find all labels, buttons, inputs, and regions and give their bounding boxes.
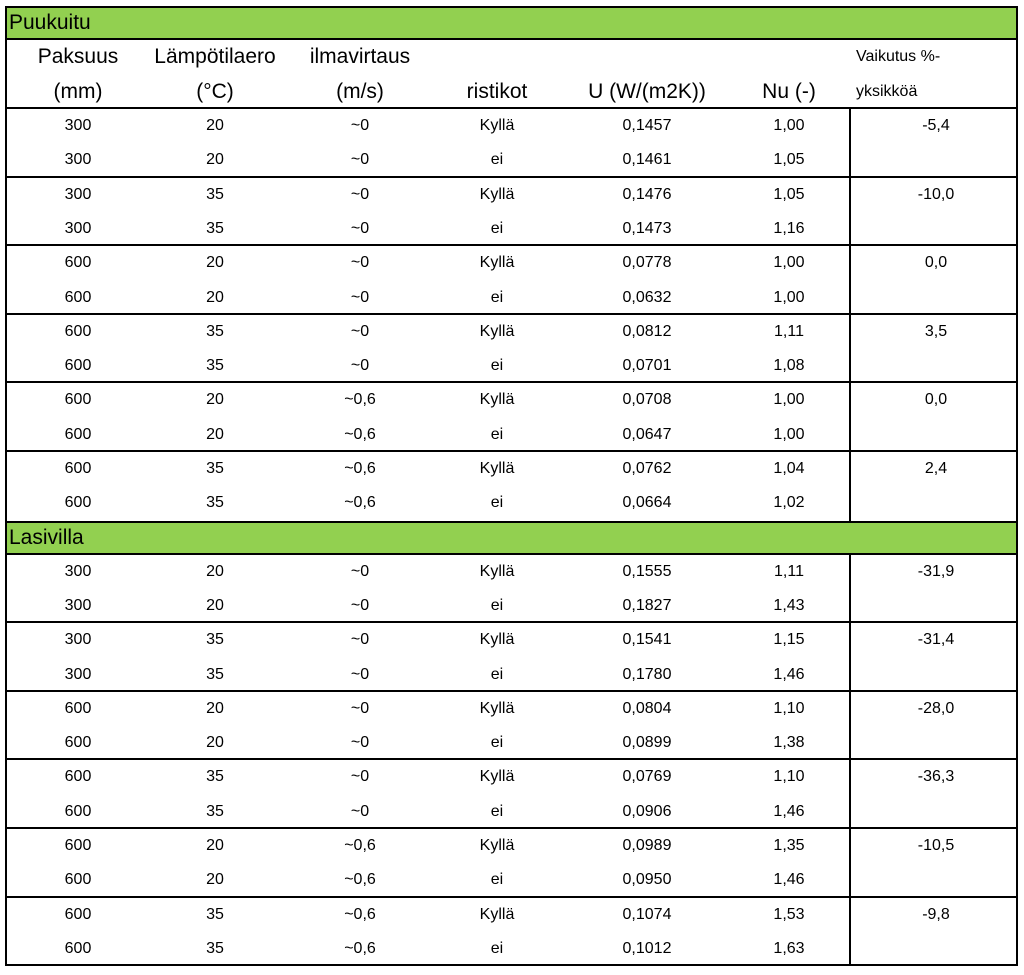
table-cell: 1,63 [773,939,805,957]
table-cell: 0,1476 [622,185,672,203]
column-header-vaikutus: Vaikutus %- [856,48,941,65]
table-cell: 0,1461 [622,151,672,169]
table-cell: 1,53 [773,905,805,923]
table-cell: ~0 [350,322,370,340]
table-cell: ~0 [350,117,370,134]
table-cell: 1,00 [773,254,805,272]
table-cell: 600 [64,734,92,752]
table-cell: 35 [206,219,224,237]
column-header-u: U (W/(m2K)) [588,79,706,103]
table-cell: 600 [64,699,92,717]
table-cell: 1,10 [773,768,805,786]
column-divider [849,555,851,624]
column-divider [849,178,851,247]
table-cell: 35 [206,665,224,683]
table-cell: Kyllä [479,631,515,649]
table-cell: ei [490,802,504,820]
table-cell: 1,46 [773,871,805,889]
effect-value: 0,0 [924,254,948,272]
table-cell: ~0 [350,357,370,375]
table-cell: ~0 [350,734,370,752]
effect-value: -5,4 [922,117,950,134]
table-cell: 0,1827 [622,596,672,614]
column-header-paksuus: Paksuus [37,45,119,68]
table-cell: 35 [206,631,224,649]
column-divider [849,452,851,521]
column-header-ilmavirtaus: ilmavirtaus [309,45,411,68]
column-divider [849,898,851,967]
table-cell: Kyllä [479,768,515,786]
table-cell: 0,0701 [622,357,672,375]
table-cell: Kyllä [479,391,515,409]
table-cell: ei [490,734,504,752]
table-cell: 20 [206,837,224,854]
table-cell: 0,0989 [622,837,672,854]
effect-value: -9,8 [922,905,950,923]
table-cell: 600 [64,288,92,306]
table-cell: 600 [64,254,92,272]
table-cell: 300 [64,596,92,614]
table-cell: 0,0664 [622,494,672,512]
table-cell: ~0 [350,802,370,820]
column-header-lampotilaero: (°C) [196,79,234,103]
table-cell: ~0 [350,151,370,169]
table-cell: 300 [64,665,92,683]
table-cell: ~0 [350,699,370,717]
table-cell: 1,08 [773,357,805,375]
column-header-ristikot: ristikot [466,79,528,103]
table-cell: 35 [206,768,224,786]
table-cell: 20 [206,425,224,443]
table-cell: ei [490,288,504,306]
table-cell: 600 [64,802,92,820]
table-cell: ~0 [350,219,370,237]
effect-value: 0,0 [924,391,948,409]
table-cell: ~0 [350,254,370,272]
table-cell: 600 [64,905,92,923]
table-cell: 1,05 [773,151,805,169]
header-frame [5,40,1018,109]
table-cell: 0,0632 [622,288,672,306]
section-header: Lasivilla [5,521,1018,555]
effect-value: -28,0 [917,699,955,717]
column-divider [849,829,851,898]
table-cell: 0,0778 [622,254,672,272]
effect-value: 3,5 [924,322,948,340]
table-cell: 0,0804 [622,699,672,717]
column-header-paksuus: (mm) [53,79,103,103]
table-cell: 35 [206,460,224,477]
table-cell: 35 [206,802,224,820]
table-cell: 0,0950 [622,871,672,889]
table-cell: ei [490,494,504,512]
table-cell: ~0 [350,768,370,786]
table-cell: ei [490,357,504,375]
table-cell: 1,38 [773,734,805,752]
table-cell: 1,05 [773,185,805,203]
table-cell: Kyllä [479,185,515,203]
effect-value: -31,4 [917,631,955,649]
table-cell: Kyllä [479,460,515,477]
table-cell: 600 [64,837,92,854]
column-divider [849,623,851,692]
table-cell: 35 [206,357,224,375]
table-cell: 0,1074 [622,905,672,923]
table-cell: 300 [64,631,92,649]
table-cell: Kyllä [479,837,515,854]
table-cell: 0,0708 [622,391,672,409]
table-cell: 1,00 [773,117,805,134]
effect-value: 2,4 [924,460,948,477]
table-cell: 0,0769 [622,768,672,786]
table-cell: 0,1555 [622,562,672,580]
table-cell: 0,0647 [622,425,672,443]
table-cell: 0,0906 [622,802,672,820]
table-cell: ~0,6 [344,425,376,443]
table-cell: 1,43 [773,596,805,614]
table-cell: 1,00 [773,425,805,443]
column-divider [849,315,851,384]
table-cell: Kyllä [479,699,515,717]
table-cell: ei [490,151,504,169]
table-cell: 20 [206,596,224,614]
column-divider [849,692,851,761]
table-cell: ~0 [350,631,370,649]
table-cell: ~0,6 [344,460,376,477]
table-cell: 600 [64,357,92,375]
table-cell: ei [490,939,504,957]
table-cell: ~0,6 [344,494,376,512]
table-cell: 1,15 [773,631,805,649]
table-cell: ei [490,596,504,614]
table-cell: ~0 [350,562,370,580]
table-cell: 35 [206,322,224,340]
table-cell: ~0 [350,665,370,683]
table-cell: 20 [206,871,224,889]
column-header-vaikutus: yksikköä [856,82,918,100]
table-cell: 0,0762 [622,460,672,477]
table-cell: ~0,6 [344,871,376,889]
table-cell: 600 [64,939,92,957]
table-cell: 600 [64,460,92,477]
table-cell: 300 [64,117,92,134]
table-cell: 20 [206,562,224,580]
table-cell: 600 [64,871,92,889]
table-cell: ei [490,425,504,443]
table-cell: 1,04 [773,460,805,477]
table-cell: 300 [64,562,92,580]
table-cell: 300 [64,151,92,169]
table-cell: 300 [64,219,92,237]
table-cell: Kyllä [479,117,515,134]
table-cell: ~0 [350,596,370,614]
table-cell: ~0,6 [344,391,376,409]
table-cell: 20 [206,151,224,169]
table-cell: 600 [64,768,92,786]
table-cell: 1,16 [773,219,805,237]
table-cell: Kyllä [479,254,515,272]
column-header-nu: Nu (-) [762,79,816,103]
table-cell: 600 [64,425,92,443]
table-cell: ~0 [350,288,370,306]
table-cell: 0,1780 [622,665,672,683]
table-cell: 600 [64,494,92,512]
table-cell: 20 [206,254,224,272]
column-header-ilmavirtaus: (m/s) [336,79,384,103]
table-cell: 35 [206,905,224,923]
effect-value: -10,0 [917,185,955,203]
table-cell: 35 [206,939,224,957]
table-cell: 1,10 [773,699,805,717]
table-cell: 600 [64,391,92,409]
column-divider [849,109,851,178]
table-cell: 35 [206,494,224,512]
table-cell: 1,02 [773,494,805,512]
effect-value: -10,5 [917,837,955,854]
table-cell: ei [490,871,504,889]
table-cell: 1,00 [773,288,805,306]
table-cell: Kyllä [479,905,515,923]
column-divider [849,383,851,452]
table-cell: 0,0899 [622,734,672,752]
column-divider [849,760,851,829]
table-cell: 1,11 [774,322,804,340]
column-header-lampotilaero: Lämpötilaero [154,45,276,68]
section-header: Puukuitu [5,6,1018,40]
table-cell: 20 [206,288,224,306]
table-cell: ei [490,665,504,683]
table-cell: Kyllä [479,562,515,580]
table-cell: ~0,6 [344,837,376,854]
table-cell: 20 [206,734,224,752]
table-cell: Kyllä [479,322,515,340]
table-cell: 1,46 [773,665,805,683]
column-divider [849,246,851,315]
table-cell: 1,11 [774,562,804,580]
table-cell: ~0 [350,185,370,203]
table-cell: 0,1541 [622,631,672,649]
table-cell: 20 [206,391,224,409]
table-cell: 0,0812 [622,322,672,340]
table-cell: 300 [64,185,92,203]
table-cell: 1,00 [773,391,805,409]
table-cell: 1,46 [773,802,805,820]
table-cell: 0,1457 [622,117,672,134]
table-cell: 20 [206,117,224,134]
table-cell: ei [490,219,504,237]
table-cell: ~0,6 [344,905,376,923]
table-cell: 1,35 [773,837,805,854]
effect-value: -31,9 [917,562,955,580]
table-cell: 0,1473 [622,219,672,237]
table-cell: ~0,6 [344,939,376,957]
table-cell: 35 [206,185,224,203]
table-cell: 0,1012 [622,939,672,957]
effect-value: -36,3 [917,768,955,786]
table-cell: 20 [206,699,224,717]
table-cell: 600 [64,322,92,340]
